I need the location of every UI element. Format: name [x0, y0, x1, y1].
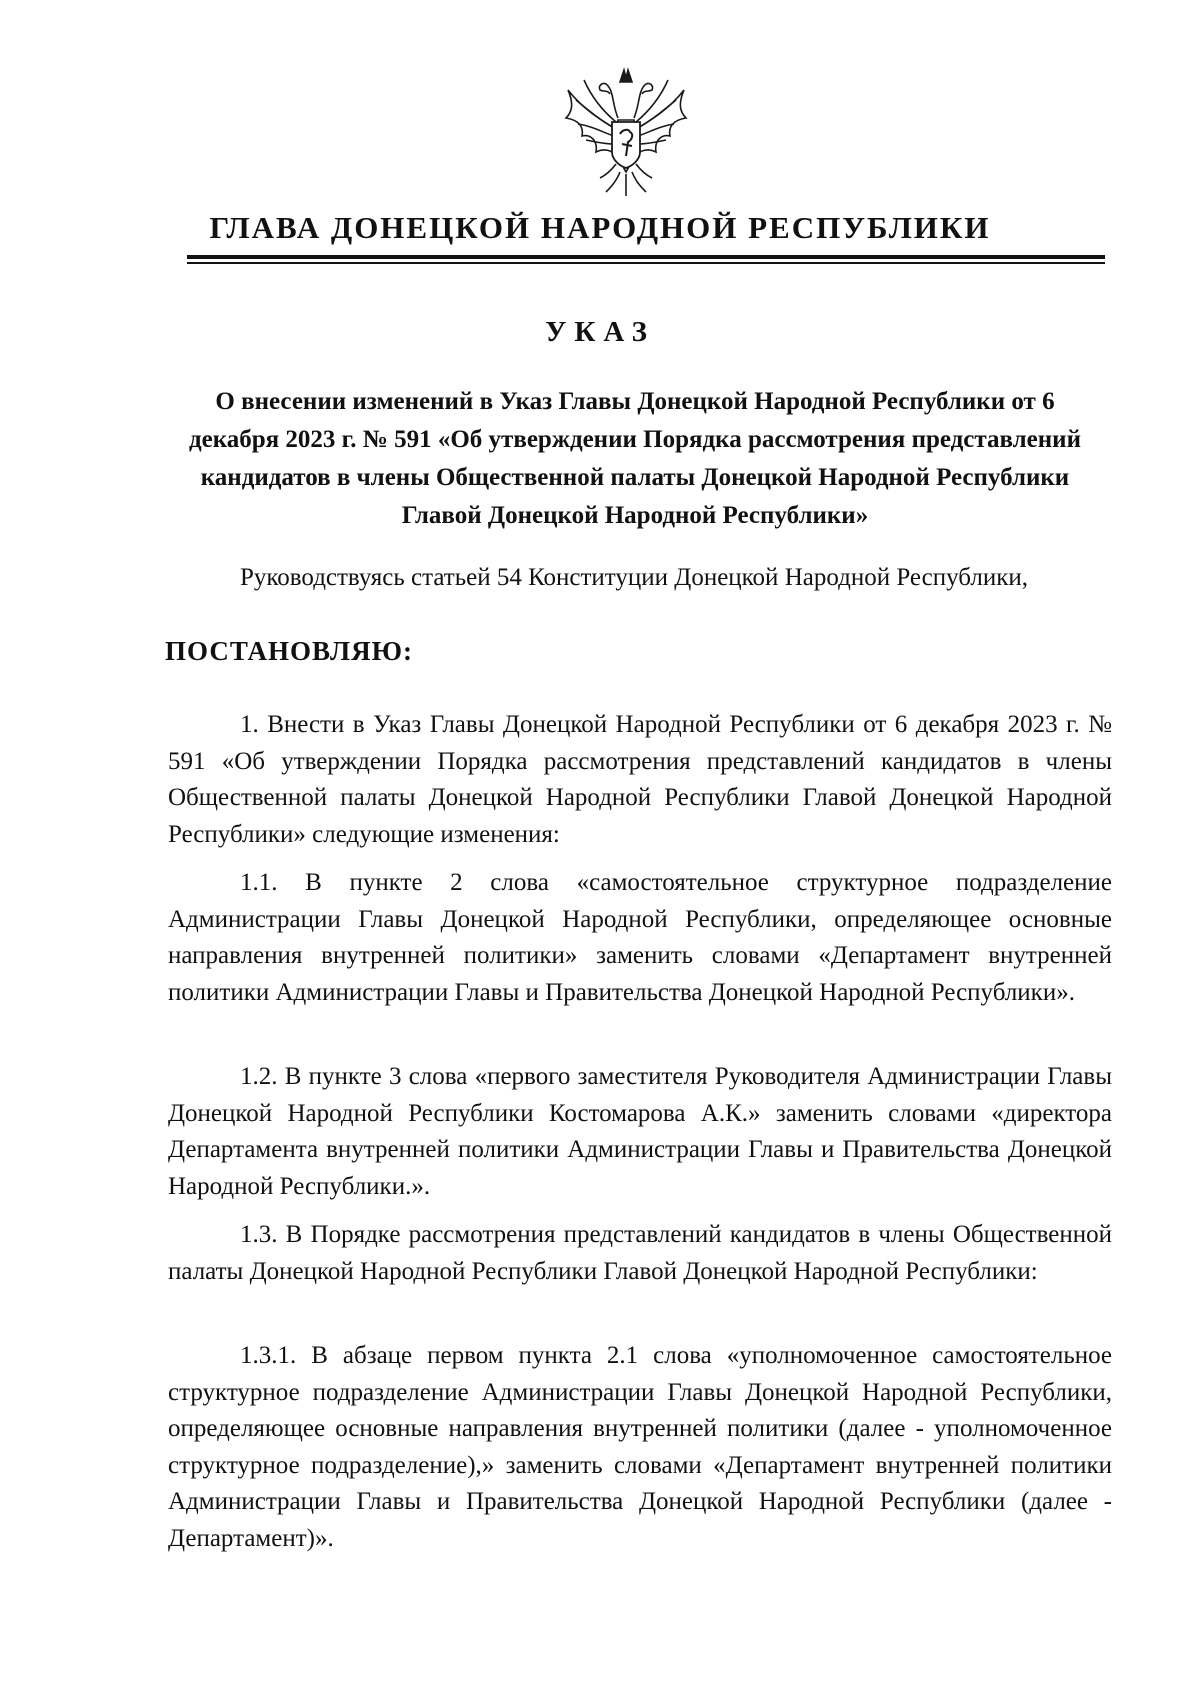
paragraph-1: 1. Внести в Указ Главы Донецкой Народной Республики от 6 декабря 2023 г. № 591 «Об утверждении Порядка рассмотрения представлений кандидатов в члены Общественной палаты Донецкой Народной Республики Главой Донецкой Народной Республики» следующие изменения: — [168, 711, 1112, 848]
document-heading: О внесении изменений в Указ Главы Донецкой Народной Республики от 6 декабря 2023 г. № 591 «Об утверждении Порядка рассмотрения представлений кандидатов в члены Общественной палаты Донецкой Народной Республики Главой Донецкой Народной Республики» — [188, 388, 1081, 529]
coat-of-arms-icon — [560, 60, 692, 210]
paragraph-1-3-1: 1.3.1. В абзаце первом пункта 2.1 слова «уполномоченное самостоятельное структурное подразделение Администрации Главы Донецкой Народной Республики, определяющее основные направления внутренней политики (далее - уполномоченное структурное подразделение),» заменить словами «Департамент внутренней политики Администрации Главы и Правительства Донецкой Народной Республики (далее - Департамент)». — [168, 1342, 1112, 1552]
preamble: Руководствуясь статьей 54 Конституции Донецкой Народной Республики, — [240, 564, 1029, 591]
paragraph-1-3: 1.3. В Порядке рассмотрения представлений кандидатов в члены Общественной палаты Донецкой Народной Республики Главой Донецкой Народной Республики: — [168, 1221, 1112, 1285]
paragraph-1-2: 1.2. В пункте 3 слова «первого заместителя Руководителя Администрации Главы Донецкой Народной Республики Костомарова А.К.» заменить словами «директора Департамента внутренней политики Администрации Главы и Правительства Донецкой Народной Республики.». — [168, 1063, 1112, 1200]
header-rule-thin — [187, 262, 1105, 264]
resolve-heading: ПОСТАНОВЛЯЮ: — [165, 636, 413, 666]
document-type: УКАЗ — [545, 316, 655, 348]
header-rule-thick — [187, 255, 1105, 259]
paragraph-1-1: 1.1. В пункте 2 слова «самостоятельное структурное подразделение Администрации Главы Донецкой Народной Республики, определяющее основные направления внутренней политики» заменить словами «Департамент внутренней политики Администрации Главы и Правительства Донецкой Народной Республики». — [168, 869, 1112, 1006]
org-title: ГЛАВА ДОНЕЦКОЙ НАРОДНОЙ РЕСПУБЛИКИ — [209, 210, 991, 245]
